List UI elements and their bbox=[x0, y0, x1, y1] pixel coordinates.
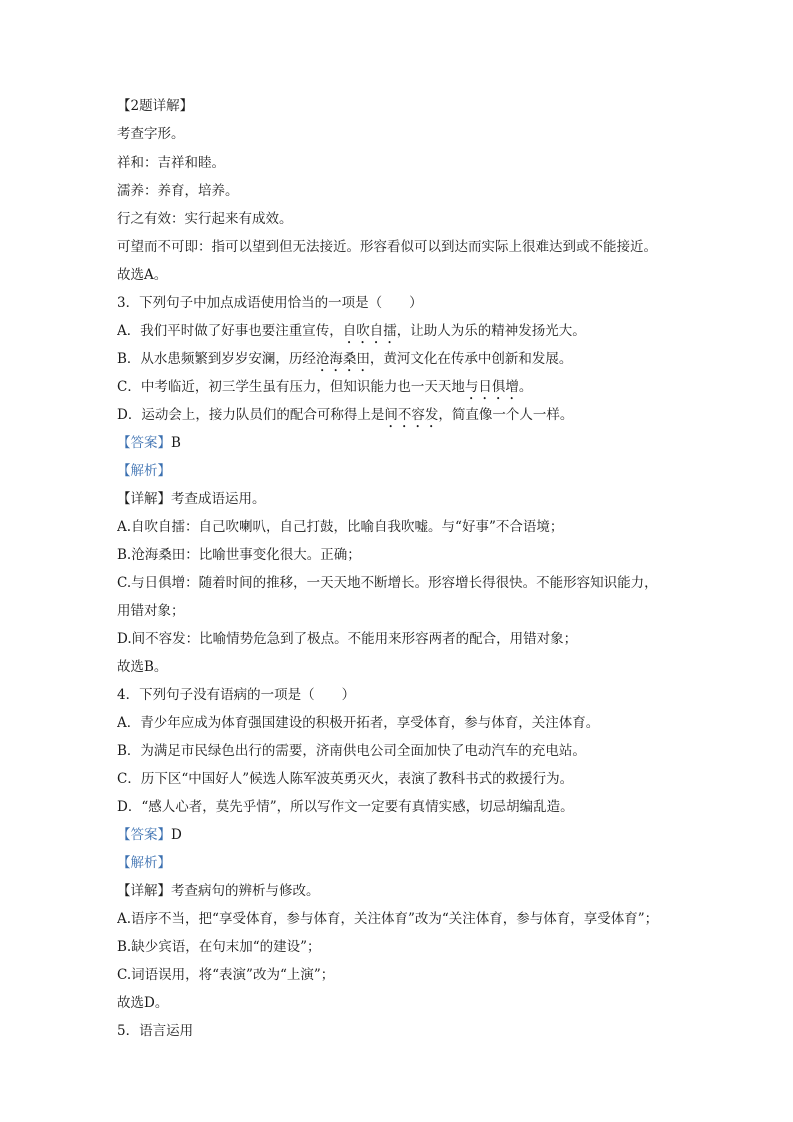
q4-question: 4．下列句子没有语病的一项是（ ） bbox=[117, 687, 356, 703]
detail-intro: 考查病句的辨析与修改。 bbox=[171, 883, 320, 899]
option-text: 。 bbox=[518, 379, 533, 395]
q3-option-b bbox=[117, 349, 683, 375]
q2-item-3: 行之有效：实行起来有成效。 bbox=[117, 211, 293, 227]
q3-answer bbox=[117, 433, 683, 453]
detail-label: 【详解】 bbox=[117, 883, 171, 899]
option-text: ，黄河文化在传承中创新和发展。 bbox=[369, 351, 573, 367]
q4-analysis-label: 【解析】 bbox=[117, 855, 171, 871]
dotted-idiom: 自吹自擂 bbox=[342, 323, 397, 339]
option-text: ，让助人为乐的精神发扬光大。 bbox=[396, 323, 586, 339]
q4-explanation-a: A.语序不当，把“享受体育，参与体育，关注体育”改为“关注体育，参与体育，享受体育”； bbox=[117, 911, 659, 927]
q4-option-d: D．“感人心者，莫先乎情”，所以写作文一定要有真情实感，切忌胡编乱造。 bbox=[117, 799, 574, 815]
q2-item-1: 祥和：吉祥和睦。 bbox=[117, 155, 225, 171]
q4-explanation-c: C.词语误用，将“表演”改为“上演”； bbox=[117, 967, 335, 983]
option-text: ，简直像一个人一样。 bbox=[438, 407, 574, 423]
q4-conclusion: 故选D。 bbox=[117, 995, 169, 1011]
q3-explanation-c-cont: 用错对象； bbox=[117, 603, 185, 619]
q3-explanation-a: A.自吹自擂：自己吹喇叭，自己打鼓，比喻自我吹嘘。与“好事”不合语境； bbox=[117, 519, 564, 535]
q4-option-c: C．历下区“中国好人”候选人陈军波英勇灭火，表演了教科书式的救援行为。 bbox=[117, 771, 574, 787]
q3-explanation-b: B.沧海桑田：比喻世事变化很大。正确； bbox=[117, 547, 361, 563]
answer-value: D bbox=[171, 827, 182, 843]
option-text: B．从水患频繁到岁岁安澜，历经 bbox=[117, 351, 316, 367]
q3-question: 3．下列句子中加点成语使用恰当的一项是（ ） bbox=[117, 295, 423, 311]
q3-conclusion: 故选B。 bbox=[117, 659, 168, 675]
q3-detail bbox=[117, 489, 683, 509]
q2-conclusion: 故选A。 bbox=[117, 267, 168, 283]
q3-analysis-label: 【解析】 bbox=[117, 463, 171, 479]
answer-label: 【答案】 bbox=[117, 827, 171, 843]
q2-item-4: 可望而不可即：指可以望到但无法接近。形容看似可以到达而实际上很难达到或不能接近。 bbox=[117, 239, 657, 255]
answer-label: 【答案】 bbox=[117, 435, 171, 451]
q4-option-b: B．为满足市民绿色出行的需要，济南供电公司全面加快了电动汽车的充电站。 bbox=[117, 743, 586, 759]
dotted-idiom: 间不容发 bbox=[384, 407, 439, 423]
q2-intro: 考查字形。 bbox=[117, 126, 185, 142]
q4-detail bbox=[117, 881, 683, 901]
q3-option-a bbox=[117, 321, 683, 347]
q3-explanation-d: D.间不容发：比喻情势危急到了极点。不能用来形容两者的配合，用错对象； bbox=[117, 631, 578, 647]
q4-explanation-b: B.缺少宾语，在句末加“的建设”； bbox=[117, 939, 321, 955]
q3-option-d bbox=[117, 405, 683, 431]
q4-answer bbox=[117, 825, 683, 845]
detail-intro: 考查成语运用。 bbox=[171, 491, 266, 507]
q3-option-c bbox=[117, 377, 683, 403]
option-text: D．运动会上，接力队员们的配合可称得上是 bbox=[117, 407, 385, 423]
q4-option-a: A．青少年应成为体育强国建设的积极开拓者，享受体育，参与体育，关注体育。 bbox=[117, 715, 600, 731]
answer-value: B bbox=[171, 435, 181, 451]
dotted-idiom: 与日俱增 bbox=[464, 379, 519, 395]
q5-title: 5．语言运用 bbox=[117, 1023, 194, 1039]
dotted-idiom: 沧海桑田 bbox=[315, 351, 370, 367]
detail-label: 【详解】 bbox=[117, 491, 171, 507]
q2-item-2: 濡养：养育，培养。 bbox=[117, 183, 239, 199]
option-text: A．我们平时做了好事也要注重宣传， bbox=[117, 323, 343, 339]
q3-explanation-c: C.与日俱增：随着时间的推移，一天天地不断增长。形容增长得很快。不能形容知识能力， bbox=[117, 575, 658, 591]
option-text: C．中考临近，初三学生虽有压力，但知识能力也一天天地 bbox=[117, 379, 465, 395]
q2-heading: 【2题详解】 bbox=[117, 98, 194, 114]
